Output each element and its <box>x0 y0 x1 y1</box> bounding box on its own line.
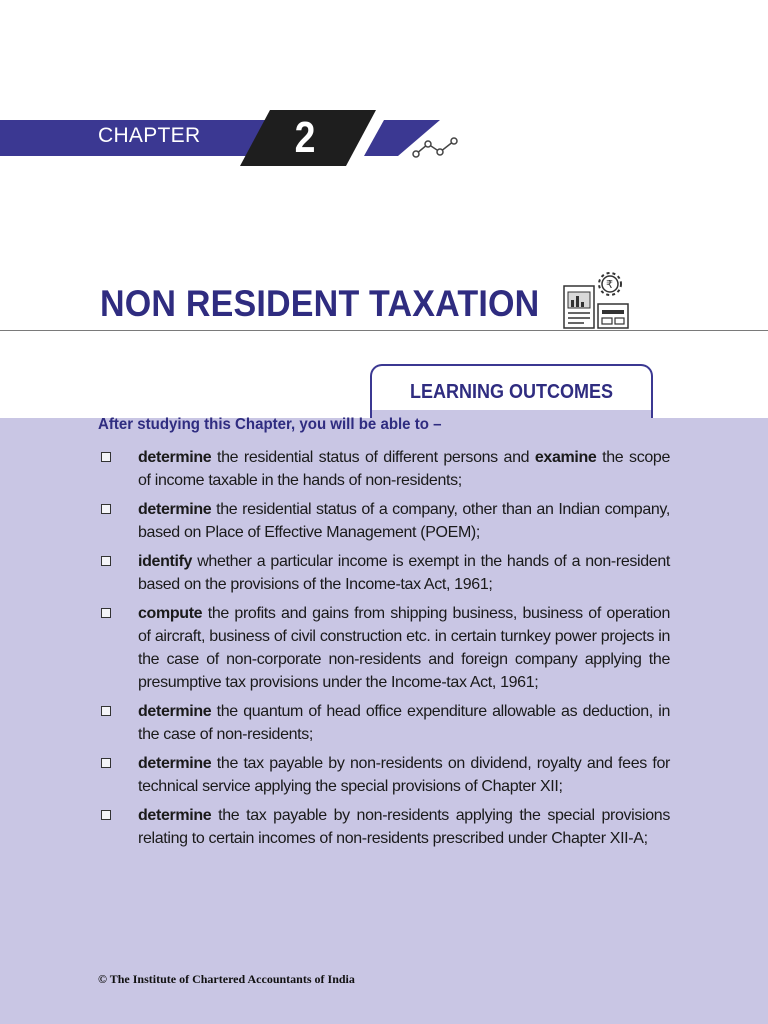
learning-outcomes-title: LEARNING OUTCOMES <box>409 381 614 403</box>
outcome-text <box>138 550 670 596</box>
tax-document-gear-icon <box>560 270 632 332</box>
chapter-banner <box>0 110 470 166</box>
outcome-body: whether a particular income is exempt in the hands of a non-resident based on the provisions of the Income-tax Act, 1961; <box>138 553 670 593</box>
outcome-text <box>138 498 670 544</box>
outcome-verb: examine <box>534 449 597 466</box>
list-item <box>98 602 670 694</box>
checkbox-bullet-icon <box>101 452 111 462</box>
title-divider <box>0 330 768 331</box>
list-item <box>98 700 670 746</box>
checkbox-bullet-icon <box>101 504 111 514</box>
outcome-text <box>138 602 670 694</box>
outcome-verb: identify <box>138 553 193 570</box>
outcome-verb: compute <box>138 605 203 622</box>
outcome-verb: determine <box>138 449 212 466</box>
outcome-verb: determine <box>138 807 212 824</box>
page-title: NON RESIDENT TAXATION <box>100 283 540 324</box>
learning-outcomes-list <box>98 446 670 856</box>
outcome-body: the scope of income taxable in the hands of non-residents; <box>138 449 670 489</box>
outcome-body: the residential status of a company, other than an Indian company, based on Place of Effective Management (POEM); <box>138 501 670 541</box>
outcome-body: the quantum of head office expenditure allowable as deduction, in the case of non-residents; <box>138 703 670 743</box>
outcome-body: the profits and gains from shipping business, business of operation of aircraft, business of civil construction etc. in certain turnkey power projects in the case of non-corporate non-residents and foreign company applying the presumptive tax provisions under the Income-tax Act, 1961; <box>138 605 670 691</box>
outcome-verb: determine <box>138 755 212 772</box>
list-item <box>98 498 670 544</box>
svg-text:₹: ₹ <box>606 278 613 291</box>
checkbox-bullet-icon <box>101 810 111 820</box>
outcome-text <box>138 752 670 798</box>
outcome-text <box>138 700 670 746</box>
list-item <box>98 804 670 850</box>
outcome-verb: determine <box>138 703 212 720</box>
learning-outcomes-intro: After studying this Chapter, you will be able to – <box>98 416 442 433</box>
chapter-number: 2 <box>294 113 316 162</box>
outcome-body: the tax payable by non-residents applying the special provisions relating to certain incomes of non-residents prescribed under Chapter XII-A; <box>138 807 670 847</box>
list-item <box>98 752 670 798</box>
outcome-text <box>138 446 670 492</box>
outcome-text <box>138 804 670 850</box>
checkbox-bullet-icon <box>101 758 111 768</box>
checkbox-bullet-icon <box>101 706 111 716</box>
chapter-label: CHAPTER <box>98 124 201 147</box>
list-item <box>98 550 670 596</box>
line-chart-dots-icon <box>412 136 462 160</box>
list-item <box>98 446 670 492</box>
outcome-body: the residential status of different persons and <box>211 449 535 466</box>
checkbox-bullet-icon <box>101 556 111 566</box>
outcome-verb: determine <box>138 501 212 518</box>
checkbox-bullet-icon <box>101 608 111 618</box>
copyright-footer: © The Institute of Chartered Accountants of India <box>98 972 355 986</box>
outcome-body: the tax payable by non-residents on dividend, royalty and fees for technical service applying the special provisions of Chapter XII; <box>138 755 670 795</box>
